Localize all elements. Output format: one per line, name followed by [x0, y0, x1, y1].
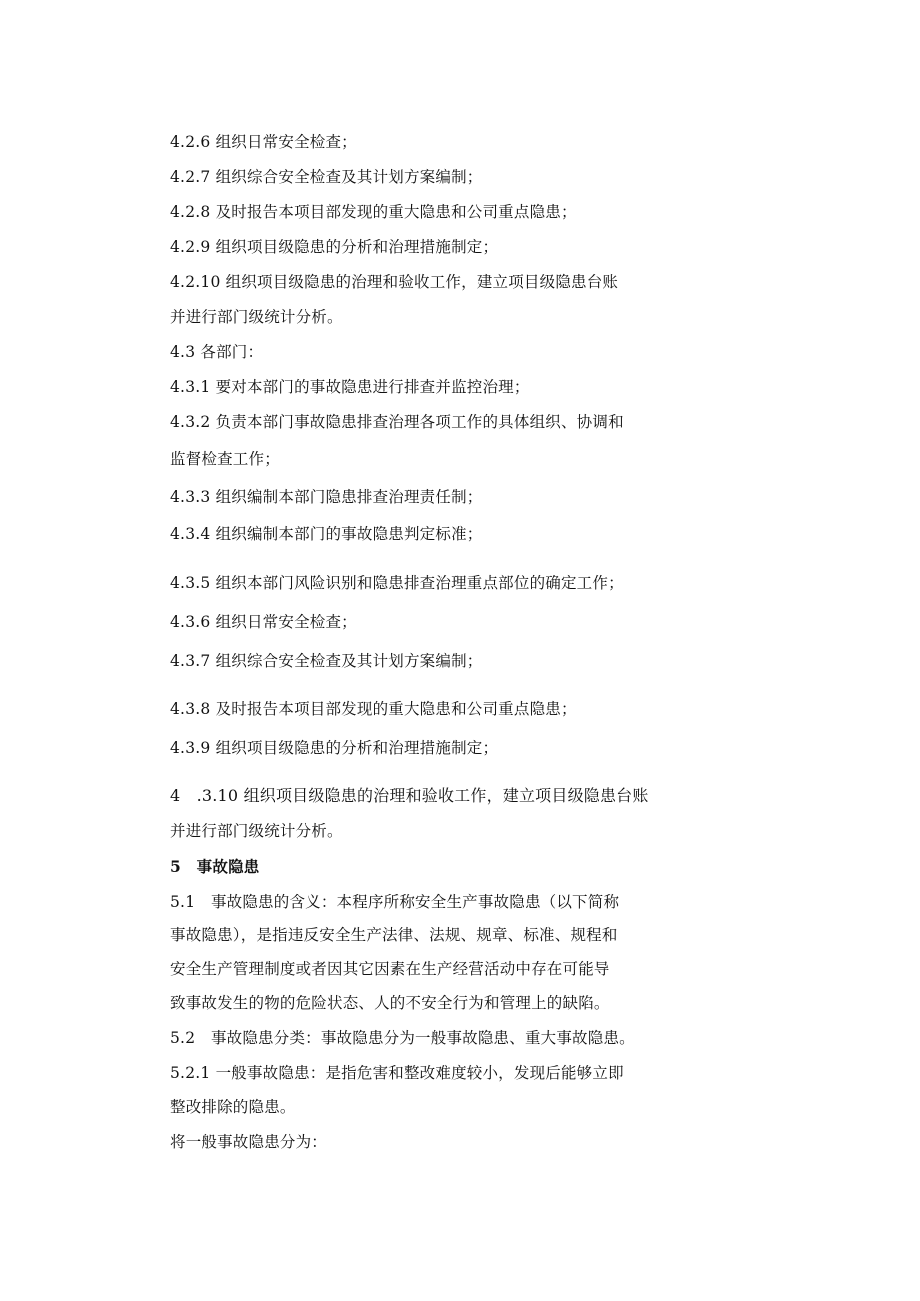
text-line: 4.3.6 组织日常安全检查；: [170, 613, 357, 631]
text-line: 4.2.6 组织日常安全检查；: [170, 133, 357, 151]
text-line: 5.2.1 一般事故隐患：是指危害和整改难度较小，发现后能够立即: [170, 1064, 624, 1082]
text-line: 4 .3.10 组织项目级隐患的治理和验收工作，建立项目级隐患台账: [170, 786, 649, 805]
text-line: 事故隐患），是指违反安全生产法律、法规、规章、标准、规程和: [170, 926, 618, 944]
text-line: 4.3.3 组织编制本部门隐患排查治理责任制；: [170, 488, 483, 506]
text-line: 并进行部门级统计分析。: [170, 822, 343, 840]
text-line: 5.1 事故隐患的含义：本程序所称安全生产事故隐患（以下简称: [170, 893, 620, 911]
text-line: 监督检查工作；: [170, 450, 280, 468]
text-line: 4.2.7 组织综合安全检查及其计划方案编制；: [170, 168, 483, 186]
text-line: 整改排除的隐患。: [170, 1098, 296, 1116]
text-line: 4.2.10 组织项目级隐患的治理和验收工作，建立项目级隐患台账: [170, 273, 619, 291]
text-line: 4.3.9 组织项目级隐患的分析和治理措施制定；: [170, 739, 499, 757]
text-line: 5.2 事故隐患分类：事故隐患分为一般事故隐患、重大事故隐患。: [170, 1029, 635, 1047]
text-line: 致事故发生的物的危险状态、人的不安全行为和管理上的缺陷。: [170, 994, 610, 1012]
text-line: 4.2.8 及时报告本项目部发现的重大隐患和公司重点隐患；: [170, 203, 577, 221]
section-heading: 5 事故隐患: [170, 857, 260, 876]
text-line: 将一般事故隐患分为：: [170, 1133, 328, 1151]
text-line: 4.3.1 要对本部门的事故隐患进行排查并监控治理；: [170, 378, 530, 396]
text-line: 4.3.4 组织编制本部门的事故隐患判定标准；: [170, 525, 483, 543]
text-line: 4.3.8 及时报告本项目部发现的重大隐患和公司重点隐患；: [170, 700, 577, 718]
text-line: 4.3.5 组织本部门风险识别和隐患排查治理重点部位的确定工作；: [170, 574, 624, 592]
section-heading: 4.3 各部门：: [170, 343, 264, 361]
text-line: 4.3.7 组织综合安全检查及其计划方案编制；: [170, 652, 483, 670]
text-line: 安全生产管理制度或者因其它因素在生产经营活动中存在可能导: [170, 960, 610, 978]
text-line: 4.3.2 负责本部门事故隐患排查治理各项工作的具体组织、协调和: [170, 413, 624, 431]
text-line: 并进行部门级统计分析。: [170, 308, 343, 326]
text-line: 4.2.9 组织项目级隐患的分析和治理措施制定；: [170, 238, 499, 256]
